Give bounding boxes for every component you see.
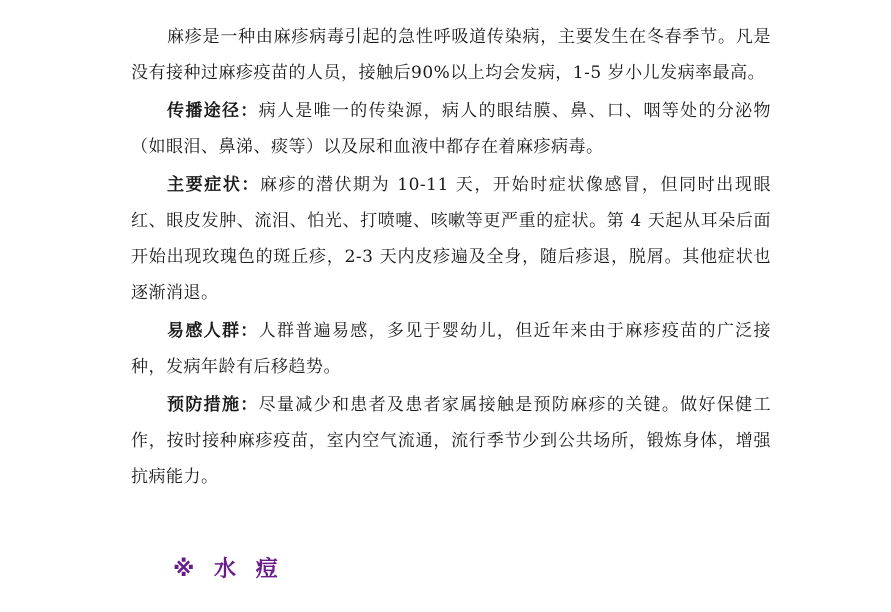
- paragraph-text: 人群普遍易感，多见于婴幼儿，但近年来由于麻疹疫苗的广泛接种，发病年龄有后移趋势。: [131, 321, 771, 377]
- paragraph-text: 病人是唯一的传染源，病人的眼结膜、鼻、口、咽等处的分泌物（如眼泪、鼻涕、痰等）以及尿和血液中都存在着麻疹病毒。: [131, 101, 771, 157]
- paragraph-transmission: [131, 93, 771, 165]
- paragraph-label: 预防措施：: [167, 395, 259, 415]
- paragraph-label: 主要症状：: [167, 175, 261, 195]
- paragraph-prevention: [131, 387, 771, 495]
- document-body: [131, 19, 771, 497]
- paragraph-symptoms: [131, 167, 771, 311]
- paragraph-text: 麻疹的潜伏期为 10-11 天，开始时症状像感冒，但同时出现眼红、眼皮发肿、流泪、怕光、打喷嚏、咳嗽等更严重的症状。第 4 天起从耳朵后面开始出现玫瑰色的斑丘疹，2-3 天内皮疹遍及全身，随后疹退，脱屑。其他症状也逐渐消退。: [131, 175, 771, 303]
- paragraph-intro: [131, 19, 771, 91]
- paragraph-label: 传播途径：: [167, 101, 259, 121]
- paragraph-text: 尽量减少和患者及患者家属接触是预防麻疹的关键。做好保健工作，按时接种麻疹疫苗，室内空气流通，流行季节少到公共场所，锻炼身体，增强抗病能力。: [131, 395, 771, 487]
- paragraph-label: 易感人群：: [167, 321, 259, 341]
- paragraph-text: 麻疹是一种由麻疹病毒引起的急性呼吸道传染病，主要发生在冬春季节。凡是没有接种过麻疹疫苗的人员，接触后90%以上均会发病，1-5 岁小儿发病率最高。: [131, 27, 771, 83]
- section-heading-chickenpox: ※ 水 痘: [173, 557, 284, 582]
- paragraph-susceptible: [131, 313, 771, 385]
